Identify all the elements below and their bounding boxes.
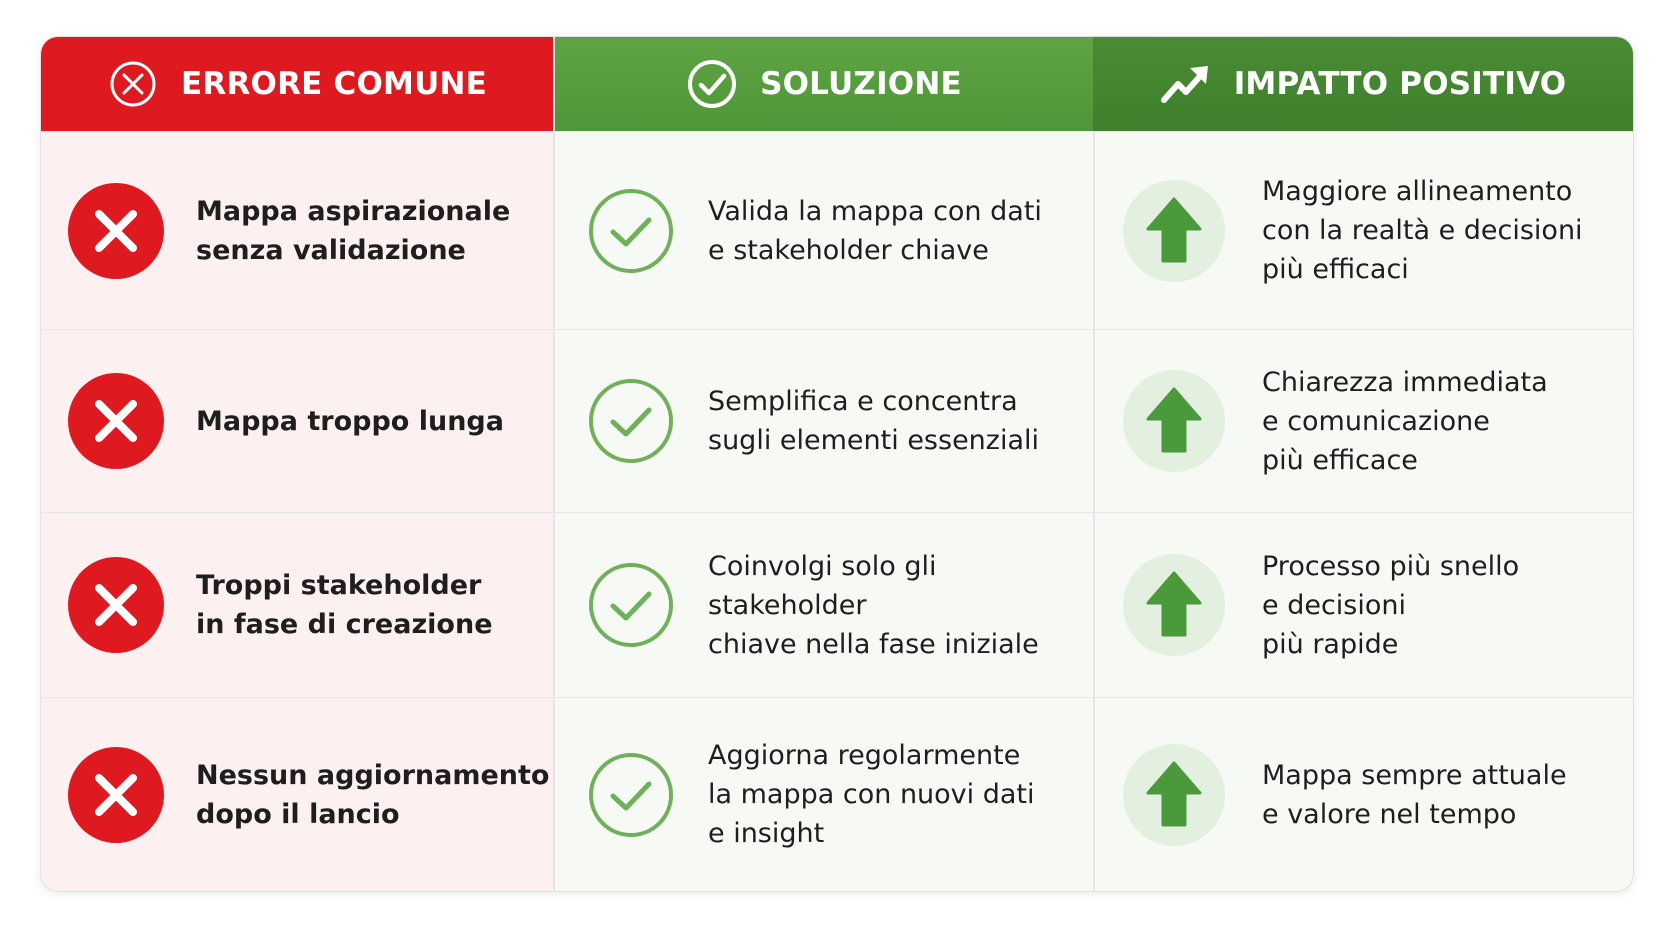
error-cell: [41, 329, 553, 512]
check-circle-icon: [588, 188, 674, 274]
impact-cell: [1093, 697, 1633, 891]
error-x-icon: [67, 182, 165, 280]
solution-text: Valida la mappa con dati e stakeholder chiave: [708, 195, 1042, 266]
error-x-icon: [67, 372, 165, 470]
header-soluzione: [553, 37, 1093, 131]
solution-cell: [553, 512, 1093, 697]
error-cell: [41, 512, 553, 697]
check-circle-icon: [588, 378, 674, 464]
arrow-up-icon: [1122, 743, 1226, 847]
solution-text: Aggiorna regolarmente la mappa con nuovi dati e insight: [708, 740, 1035, 849]
error-x-icon: [67, 746, 165, 844]
x-circle-icon: [107, 58, 159, 110]
impact-text: Chiarezza immediata e comunicazione più efficace: [1262, 366, 1548, 476]
header-label-impatto: IMPATTO POSITIVO: [1233, 66, 1567, 102]
header-errore-comune: [41, 37, 553, 131]
impact-cell: [1093, 329, 1633, 512]
check-circle-icon: [686, 58, 738, 110]
error-cell: [41, 697, 553, 891]
impact-cell: [1093, 131, 1633, 329]
comparison-table: [40, 36, 1634, 892]
error-text: Mappa troppo lunga: [196, 405, 504, 437]
solution-text: Coinvolgi solo gli stakeholder chiave nella fase iniziale: [708, 550, 1039, 660]
check-circle-icon: [588, 752, 674, 838]
solution-cell: [553, 697, 1093, 891]
error-x-icon: [67, 556, 165, 654]
solution-cell: [553, 329, 1093, 512]
header-label-errore: ERRORE COMUNE: [181, 66, 487, 102]
impact-cell: [1093, 512, 1633, 697]
header-impatto-positivo: [1093, 37, 1633, 131]
solution-cell: [553, 131, 1093, 329]
error-text: Troppi stakeholder in fase di creazione: [196, 570, 493, 640]
solution-text: Semplifica e concentra sugli elementi essenziali: [708, 386, 1040, 456]
header-label-soluzione: SOLUZIONE: [760, 66, 962, 102]
impact-text: Mappa sempre attuale e valore nel tempo: [1262, 759, 1567, 830]
impact-text: Maggiore allineamento con la realtà e decisioni più efficaci: [1262, 176, 1583, 285]
check-circle-icon: [588, 562, 674, 648]
error-cell: [41, 131, 553, 329]
error-text: Nessun aggiornamento dopo il lancio: [196, 759, 550, 830]
arrow-up-icon: [1122, 179, 1226, 283]
arrow-up-icon: [1122, 369, 1226, 473]
trending-up-icon: [1160, 58, 1212, 110]
arrow-up-icon: [1122, 553, 1226, 657]
impact-text: Processo più snello e decisioni più rapide: [1262, 550, 1520, 660]
error-text: Mappa aspirazionale senza validazione: [196, 195, 511, 266]
